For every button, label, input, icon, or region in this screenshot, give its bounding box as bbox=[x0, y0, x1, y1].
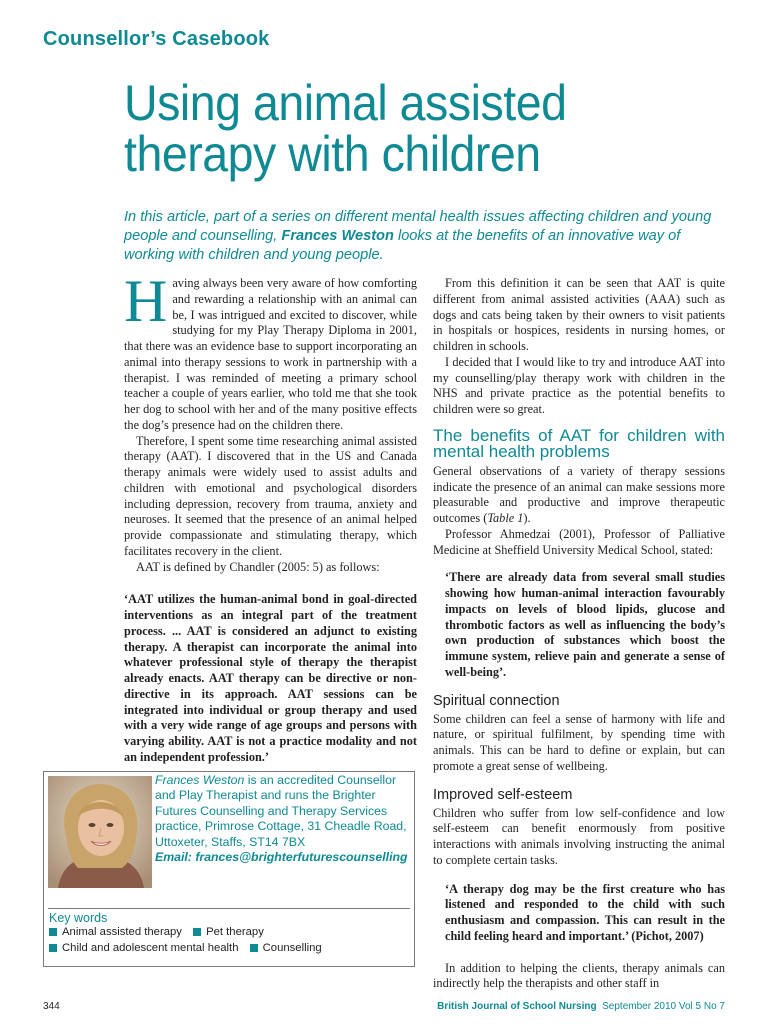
paragraph: Some children can feel a sense of harmony with life and nature, or spiritual fulfilment, by spending time with animals. This can be hard to define or explain, but can promote a great sense of wellbeing. bbox=[433, 711, 725, 773]
keywords-row bbox=[49, 942, 330, 954]
article-title: Using animal assisted therapy with children bbox=[124, 75, 567, 182]
keyword-item bbox=[49, 926, 182, 938]
journal-issue: September 2010 Vol 5 No 7 bbox=[602, 1001, 725, 1012]
keyword-item bbox=[49, 942, 238, 954]
subheading: Improved self-esteem bbox=[433, 786, 573, 803]
standfirst bbox=[124, 208, 724, 265]
paragraph-text: aving always been very aware of how comforting and rewarding a relationship with an animal can be, I was intrigued and excited to discover, while studying for my Play Therapy Diploma in 2001, that there was an evidence base to support incorporating an animal into therapy sessions to work in partnership with a therapist. I was reminded of meeting a primary school teacher a couple of years earlier, who told me that she took her dog to school with her and of the many positive effects the dog’s presence had on the children there. bbox=[124, 276, 417, 432]
keyword-item bbox=[193, 926, 264, 938]
paragraph bbox=[433, 464, 725, 527]
standfirst-author: Frances Weston bbox=[281, 228, 394, 244]
block-quote: ‘There are already data from several small studies showing how human-animal interaction favourably impacts on levels of blood lipids, glucose and thrombotic factors as well as influencing the body’s own production of substances which boost the immune system, relieve pain and generate a sense of well-being’. bbox=[445, 570, 725, 679]
paragraph: In addition to helping the clients, therapy animals can indirectly help the therapists and other staff in bbox=[433, 960, 725, 991]
right-column bbox=[433, 276, 725, 992]
keyword-bullet-icon bbox=[250, 944, 258, 952]
paragraph-text: ). bbox=[523, 511, 531, 525]
block-quote: ‘A therapy dog may be the first creature who has listened and responded to the child with such enthusiasm and compassion. This can result in the child feeling heard and important.’ (Pichot, 2007) bbox=[445, 881, 725, 943]
keyword-bullet-icon bbox=[193, 928, 201, 936]
paragraph: I decided that I would like to try and introduce AAT into my counselling/play therapy work with children in the NHS and private practice as the potential benefits to children were so great. bbox=[433, 354, 725, 416]
paragraph bbox=[124, 268, 417, 434]
journal-footer bbox=[437, 1001, 725, 1012]
left-column bbox=[124, 268, 417, 766]
standfirst-text-after: looks at the benefits of an innovative way of working with children and young people. bbox=[124, 228, 681, 263]
author-bio-text bbox=[155, 773, 413, 865]
keywords-title: Key words bbox=[49, 911, 108, 925]
bio-author-name: Frances Weston bbox=[155, 773, 245, 787]
journal-name: British Journal of School Nursing bbox=[437, 1001, 597, 1012]
paragraph: Therefore, I spent some time researching animal assisted therapy (AAT). I discovered that in the US and Canada therapy animals were widely used to assist adults and children with emotional and psychological disorders including depression, recovery from trauma, anxiety and neuroses. It seemed that the presence of an animal helped provide compassionate and stimulating therapy, which facilitates recovery in the client. bbox=[124, 433, 417, 558]
keyword-label: Pet therapy bbox=[206, 926, 264, 938]
keyword-item bbox=[250, 942, 322, 954]
paragraph: AAT is defined by Chandler (2005: 5) as follows: bbox=[136, 559, 380, 574]
author-photo bbox=[48, 776, 152, 888]
keyword-label: Animal assisted therapy bbox=[62, 926, 182, 938]
subheading: Spiritual connection bbox=[433, 692, 560, 709]
bio-description: is an accredited Counsellor and Play Therapist and runs the Brighter Futures Counselling and Therapy Services practice, Primrose Cottage, 31 Cheadle Road, Uttoxeter, Staffs, ST14 7BX bbox=[155, 773, 407, 849]
standfirst-text-before: In this article, part of a series on different mental health issues affecting children and young people and counselling, bbox=[124, 209, 712, 244]
keyword-label: Child and adolescent mental health bbox=[62, 942, 239, 954]
bio-email: Email: frances@brighterfuturescounselling bbox=[155, 850, 408, 865]
paragraph: Children who suffer from low self-confidence and low self-esteem can benefit enormously from positive interactions with animals involving instructing the animal to complete certain tasks. bbox=[433, 805, 725, 867]
author-portrait-image bbox=[48, 776, 152, 888]
keywords-row bbox=[49, 926, 272, 938]
keyword-bullet-icon bbox=[49, 944, 57, 952]
section-heading: The benefits of AAT for children with mental health problems bbox=[433, 425, 725, 461]
divider bbox=[48, 908, 410, 909]
keyword-bullet-icon bbox=[49, 928, 57, 936]
author-bio-box bbox=[43, 771, 415, 967]
page-number: 344 bbox=[43, 1001, 60, 1012]
block-quote: ‘AAT utilizes the human-animal bond in goal-directed interventions as an integral part of the treatment process. ... AAT is considered an adjunct to existing therapy. A therapist can incorporate the animal into whatever professional style of therapy the therapist already enacts. AAT therapy can be directive or non-directive in its approach. AAT sessions can be integrated into individual or group therapy and used with a very wide range of age groups and persons with varying ability. AAT is not a practice modality and not an independent profession.’ bbox=[124, 592, 417, 764]
section-label: Counsellor’s Casebook bbox=[43, 28, 270, 50]
keyword-label: Counselling bbox=[262, 942, 322, 954]
paragraph: From this definition it can be seen that AAT is quite different from animal assisted activities (AAA) such as dogs and cats being taken by their owners to visit patients in hospitals or hospices, residents in nursing homes, or children in schools. bbox=[433, 276, 725, 353]
table-reference: Table 1 bbox=[487, 511, 524, 525]
paragraph: Professor Ahmedzai (2001), Professor of Palliative Medicine at Sheffield University Medical School, stated: bbox=[433, 526, 725, 557]
paragraph-text: General observations of a variety of therapy sessions indicate the presence of an animal can make sessions more pleasurable and productive and improve therapeutic outcomes ( bbox=[433, 463, 725, 525]
drop-cap: H bbox=[124, 268, 168, 334]
